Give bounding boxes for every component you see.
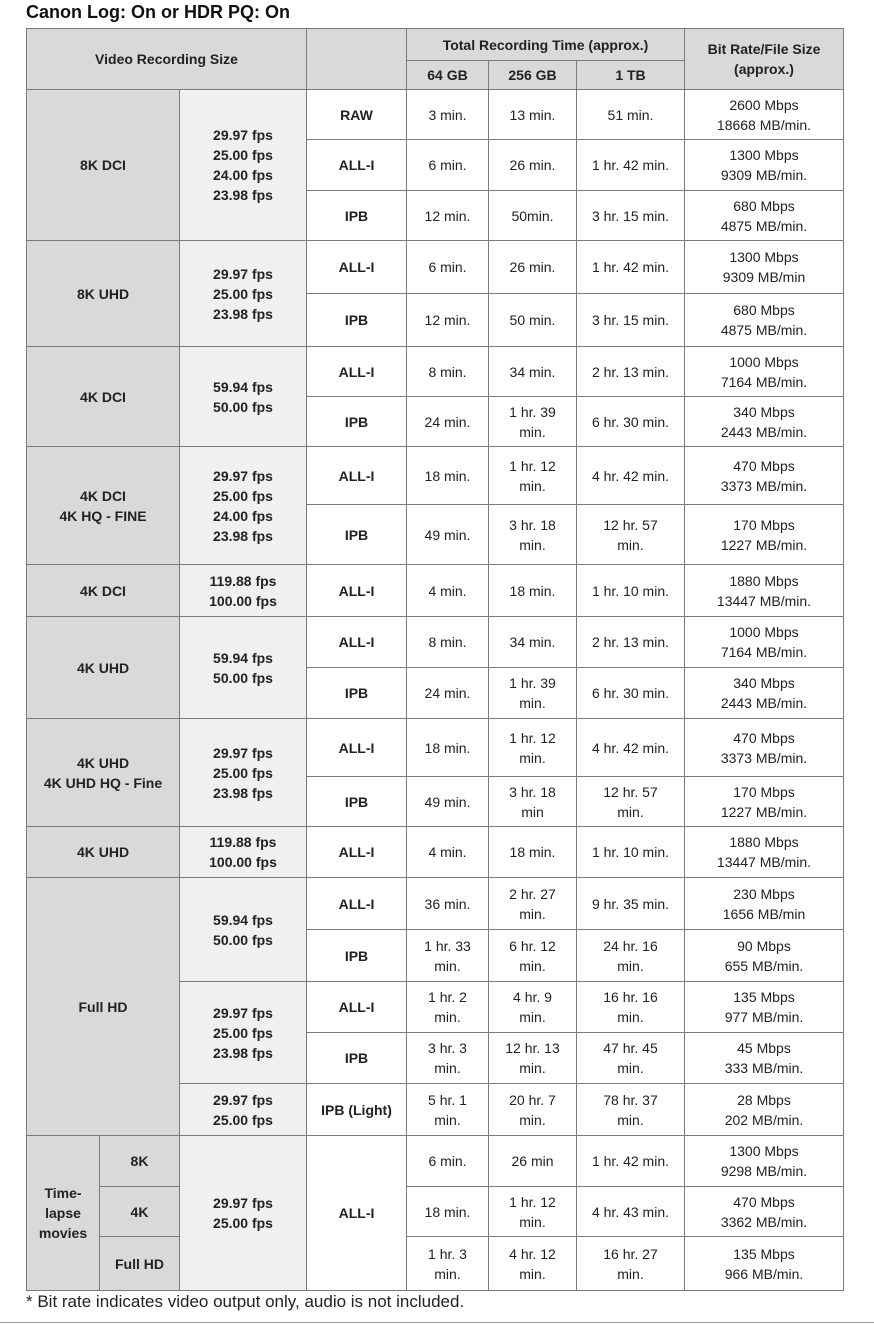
table-row <box>27 1237 844 1291</box>
time-256gb-cell: 4 hr. 9 min. <box>489 982 577 1033</box>
frame-rate-cell: 29.97 fps 25.00 fps 23.98 fps <box>180 719 307 827</box>
table-row <box>27 617 844 668</box>
compression-cell: ALL-I <box>307 982 407 1033</box>
time-256gb-cell: 4 hr. 12 min. <box>489 1237 577 1291</box>
time-256gb-cell: 18 min. <box>489 827 577 878</box>
time-64gb-cell: 3 hr. 3 min. <box>407 1033 489 1084</box>
time-64gb-cell: 1 hr. 3 min. <box>407 1237 489 1291</box>
footnote: * Bit rate indicates video output only, audio is not included. <box>26 1292 465 1311</box>
time-1tb-cell: 4 hr. 43 min. <box>577 1187 685 1237</box>
time-1tb-cell: 1 hr. 42 min. <box>577 241 685 294</box>
time-1tb-cell: 6 hr. 30 min. <box>577 397 685 447</box>
time-256gb-cell: 13 min. <box>489 90 577 140</box>
time-256gb-cell: 2 hr. 27 min. <box>489 878 577 930</box>
video-size-cell: 4K UHD <box>27 617 180 719</box>
time-1tb-cell: 2 hr. 13 min. <box>577 347 685 397</box>
time-1tb-cell: 12 hr. 57 min. <box>577 777 685 827</box>
frame-rate-cell: 29.97 fps 25.00 fps 23.98 fps <box>180 241 307 347</box>
compression-cell: ALL-I <box>307 1136 407 1291</box>
video-size-cell: 4K UHD 4K UHD HQ - Fine <box>27 719 180 827</box>
time-64gb-cell: 6 min. <box>407 1136 489 1187</box>
time-256gb-cell: 26 min <box>489 1136 577 1187</box>
compression-cell: IPB <box>307 777 407 827</box>
compression-cell: IPB <box>307 505 407 565</box>
time-64gb-cell: 4 min. <box>407 565 489 617</box>
time-64gb-cell: 8 min. <box>407 347 489 397</box>
time-1tb-cell: 4 hr. 42 min. <box>577 719 685 777</box>
video-size-cell: 4K DCI <box>27 565 180 617</box>
time-1tb-cell: 3 hr. 15 min. <box>577 191 685 241</box>
bitrate-cell: 470 Mbps 3373 MB/min. <box>685 447 844 505</box>
compression-cell: ALL-I <box>307 140 407 191</box>
timelapse-size-cell: 8K <box>100 1136 180 1187</box>
compression-cell: IPB <box>307 1033 407 1084</box>
frame-rate-cell: 59.94 fps 50.00 fps <box>180 347 307 447</box>
compression-cell: IPB <box>307 930 407 982</box>
bitrate-cell: 45 Mbps 333 MB/min. <box>685 1033 844 1084</box>
compression-cell: IPB (Light) <box>307 1084 407 1136</box>
bitrate-cell: 1300 Mbps 9309 MB/min <box>685 241 844 294</box>
time-64gb-cell: 24 min. <box>407 397 489 447</box>
table-row <box>27 1187 844 1237</box>
time-256gb-cell: 50min. <box>489 191 577 241</box>
bitrate-cell: 135 Mbps 966 MB/min. <box>685 1237 844 1291</box>
time-64gb-cell: 6 min. <box>407 241 489 294</box>
time-64gb-cell: 12 min. <box>407 294 489 347</box>
time-256gb-cell: 50 min. <box>489 294 577 347</box>
time-256gb-cell: 1 hr. 39 min. <box>489 668 577 719</box>
frame-rate-cell: 29.97 fps 25.00 fps <box>180 1136 307 1291</box>
compression-cell: ALL-I <box>307 241 407 294</box>
time-1tb-cell: 16 hr. 16 min. <box>577 982 685 1033</box>
compression-cell: ALL-I <box>307 878 407 930</box>
compression-cell: ALL-I <box>307 447 407 505</box>
compression-cell: IPB <box>307 668 407 719</box>
time-64gb-cell: 1 hr. 33 min. <box>407 930 489 982</box>
time-1tb-cell: 12 hr. 57 min. <box>577 505 685 565</box>
time-256gb-cell: 6 hr. 12 min. <box>489 930 577 982</box>
frame-rate-cell: 29.97 fps 25.00 fps <box>180 1084 307 1136</box>
time-256gb-cell: 3 hr. 18 min <box>489 777 577 827</box>
table-row <box>27 90 844 140</box>
bitrate-cell: 1880 Mbps 13447 MB/min. <box>685 827 844 878</box>
compression-cell: IPB <box>307 294 407 347</box>
timelapse-size-cell: Full HD <box>100 1237 180 1291</box>
bitrate-cell: 470 Mbps 3362 MB/min. <box>685 1187 844 1237</box>
compression-cell: ALL-I <box>307 719 407 777</box>
time-64gb-cell: 1 hr. 2 min. <box>407 982 489 1033</box>
frame-rate-cell: 29.97 fps 25.00 fps 24.00 fps 23.98 fps <box>180 90 307 241</box>
time-256gb-cell: 20 hr. 7 min. <box>489 1084 577 1136</box>
bitrate-cell: 1300 Mbps 9298 MB/min. <box>685 1136 844 1187</box>
header-compression <box>307 29 407 90</box>
header-total-recording-time: Total Recording Time (approx.) <box>407 29 685 61</box>
time-64gb-cell: 18 min. <box>407 1187 489 1237</box>
compression-cell: RAW <box>307 90 407 140</box>
time-1tb-cell: 3 hr. 15 min. <box>577 294 685 347</box>
table-row <box>27 827 844 878</box>
compression-cell: ALL-I <box>307 347 407 397</box>
bitrate-cell: 1880 Mbps 13447 MB/min. <box>685 565 844 617</box>
time-64gb-cell: 12 min. <box>407 191 489 241</box>
time-64gb-cell: 18 min. <box>407 719 489 777</box>
bitrate-cell: 1300 Mbps 9309 MB/min. <box>685 140 844 191</box>
bitrate-cell: 135 Mbps 977 MB/min. <box>685 982 844 1033</box>
bitrate-cell: 340 Mbps 2443 MB/min. <box>685 668 844 719</box>
time-1tb-cell: 16 hr. 27 min. <box>577 1237 685 1291</box>
time-256gb-cell: 1 hr. 12 min. <box>489 719 577 777</box>
time-256gb-cell: 1 hr. 12 min. <box>489 447 577 505</box>
header-256gb: 256 GB <box>489 61 577 90</box>
frame-rate-cell: 119.88 fps 100.00 fps <box>180 565 307 617</box>
time-64gb-cell: 49 min. <box>407 777 489 827</box>
table-row <box>27 1136 844 1187</box>
time-64gb-cell: 4 min. <box>407 827 489 878</box>
time-256gb-cell: 26 min. <box>489 241 577 294</box>
compression-cell: ALL-I <box>307 565 407 617</box>
time-256gb-cell: 18 min. <box>489 565 577 617</box>
video-size-cell: 8K DCI <box>27 90 180 241</box>
compression-cell: ALL-I <box>307 617 407 668</box>
video-size-cell: 4K DCI 4K HQ - FINE <box>27 447 180 565</box>
frame-rate-cell: 119.88 fps 100.00 fps <box>180 827 307 878</box>
time-64gb-cell: 5 hr. 1 min. <box>407 1084 489 1136</box>
video-size-cell: 4K DCI <box>27 347 180 447</box>
bitrate-cell: 680 Mbps 4875 MB/min. <box>685 191 844 241</box>
time-64gb-cell: 6 min. <box>407 140 489 191</box>
frame-rate-cell: 59.94 fps 50.00 fps <box>180 878 307 982</box>
time-1tb-cell: 1 hr. 42 min. <box>577 140 685 191</box>
time-256gb-cell: 34 min. <box>489 347 577 397</box>
table-row <box>27 719 844 777</box>
bitrate-cell: 1000 Mbps 7164 MB/min. <box>685 617 844 668</box>
bitrate-cell: 340 Mbps 2443 MB/min. <box>685 397 844 447</box>
frame-rate-cell: 59.94 fps 50.00 fps <box>180 617 307 719</box>
frame-rate-cell: 29.97 fps 25.00 fps 24.00 fps 23.98 fps <box>180 447 307 565</box>
table-row <box>27 347 844 397</box>
time-64gb-cell: 49 min. <box>407 505 489 565</box>
bitrate-cell: 230 Mbps 1656 MB/min <box>685 878 844 930</box>
bitrate-cell: 470 Mbps 3373 MB/min. <box>685 719 844 777</box>
time-256gb-cell: 26 min. <box>489 140 577 191</box>
time-64gb-cell: 18 min. <box>407 447 489 505</box>
time-256gb-cell: 1 hr. 39 min. <box>489 397 577 447</box>
time-64gb-cell: 24 min. <box>407 668 489 719</box>
time-1tb-cell: 24 hr. 16 min. <box>577 930 685 982</box>
bitrate-cell: 2600 Mbps 18668 MB/min. <box>685 90 844 140</box>
time-256gb-cell: 1 hr. 12 min. <box>489 1187 577 1237</box>
table-row <box>27 241 844 294</box>
time-1tb-cell: 51 min. <box>577 90 685 140</box>
header-1tb: 1 TB <box>577 61 685 90</box>
video-size-cell: 8K UHD <box>27 241 180 347</box>
compression-cell: IPB <box>307 397 407 447</box>
time-256gb-cell: 3 hr. 18 min. <box>489 505 577 565</box>
timelapse-size-cell: 4K <box>100 1187 180 1237</box>
frame-rate-cell: 29.97 fps 25.00 fps 23.98 fps <box>180 982 307 1084</box>
bottom-divider <box>0 1322 874 1323</box>
time-1tb-cell: 2 hr. 13 min. <box>577 617 685 668</box>
bitrate-cell: 28 Mbps 202 MB/min. <box>685 1084 844 1136</box>
time-1tb-cell: 9 hr. 35 min. <box>577 878 685 930</box>
header-64gb: 64 GB <box>407 61 489 90</box>
time-1tb-cell: 1 hr. 42 min. <box>577 1136 685 1187</box>
compression-cell: IPB <box>307 191 407 241</box>
timelapse-label-cell: Time- lapse movies <box>27 1136 100 1291</box>
bitrate-cell: 1000 Mbps 7164 MB/min. <box>685 347 844 397</box>
time-256gb-cell: 34 min. <box>489 617 577 668</box>
header-video-recording-size: Video Recording Size <box>27 29 307 90</box>
recording-time-table <box>26 28 844 1291</box>
table-row <box>27 447 844 505</box>
time-1tb-cell: 6 hr. 30 min. <box>577 668 685 719</box>
table-row <box>27 565 844 617</box>
time-1tb-cell: 78 hr. 37 min. <box>577 1084 685 1136</box>
time-1tb-cell: 1 hr. 10 min. <box>577 565 685 617</box>
video-size-cell: 4K UHD <box>27 827 180 878</box>
bitrate-cell: 170 Mbps 1227 MB/min. <box>685 777 844 827</box>
time-1tb-cell: 47 hr. 45 min. <box>577 1033 685 1084</box>
bitrate-cell: 680 Mbps 4875 MB/min. <box>685 294 844 347</box>
page-title: Canon Log: On or HDR PQ: On <box>26 2 290 22</box>
time-256gb-cell: 12 hr. 13 min. <box>489 1033 577 1084</box>
time-64gb-cell: 36 min. <box>407 878 489 930</box>
compression-cell: ALL-I <box>307 827 407 878</box>
bitrate-cell: 90 Mbps 655 MB/min. <box>685 930 844 982</box>
time-64gb-cell: 3 min. <box>407 90 489 140</box>
video-size-cell: Full HD <box>27 878 180 1136</box>
time-1tb-cell: 4 hr. 42 min. <box>577 447 685 505</box>
table-row <box>27 878 844 930</box>
time-1tb-cell: 1 hr. 10 min. <box>577 827 685 878</box>
bitrate-cell: 170 Mbps 1227 MB/min. <box>685 505 844 565</box>
header-bitrate: Bit Rate/File Size (approx.) <box>685 29 844 90</box>
time-64gb-cell: 8 min. <box>407 617 489 668</box>
